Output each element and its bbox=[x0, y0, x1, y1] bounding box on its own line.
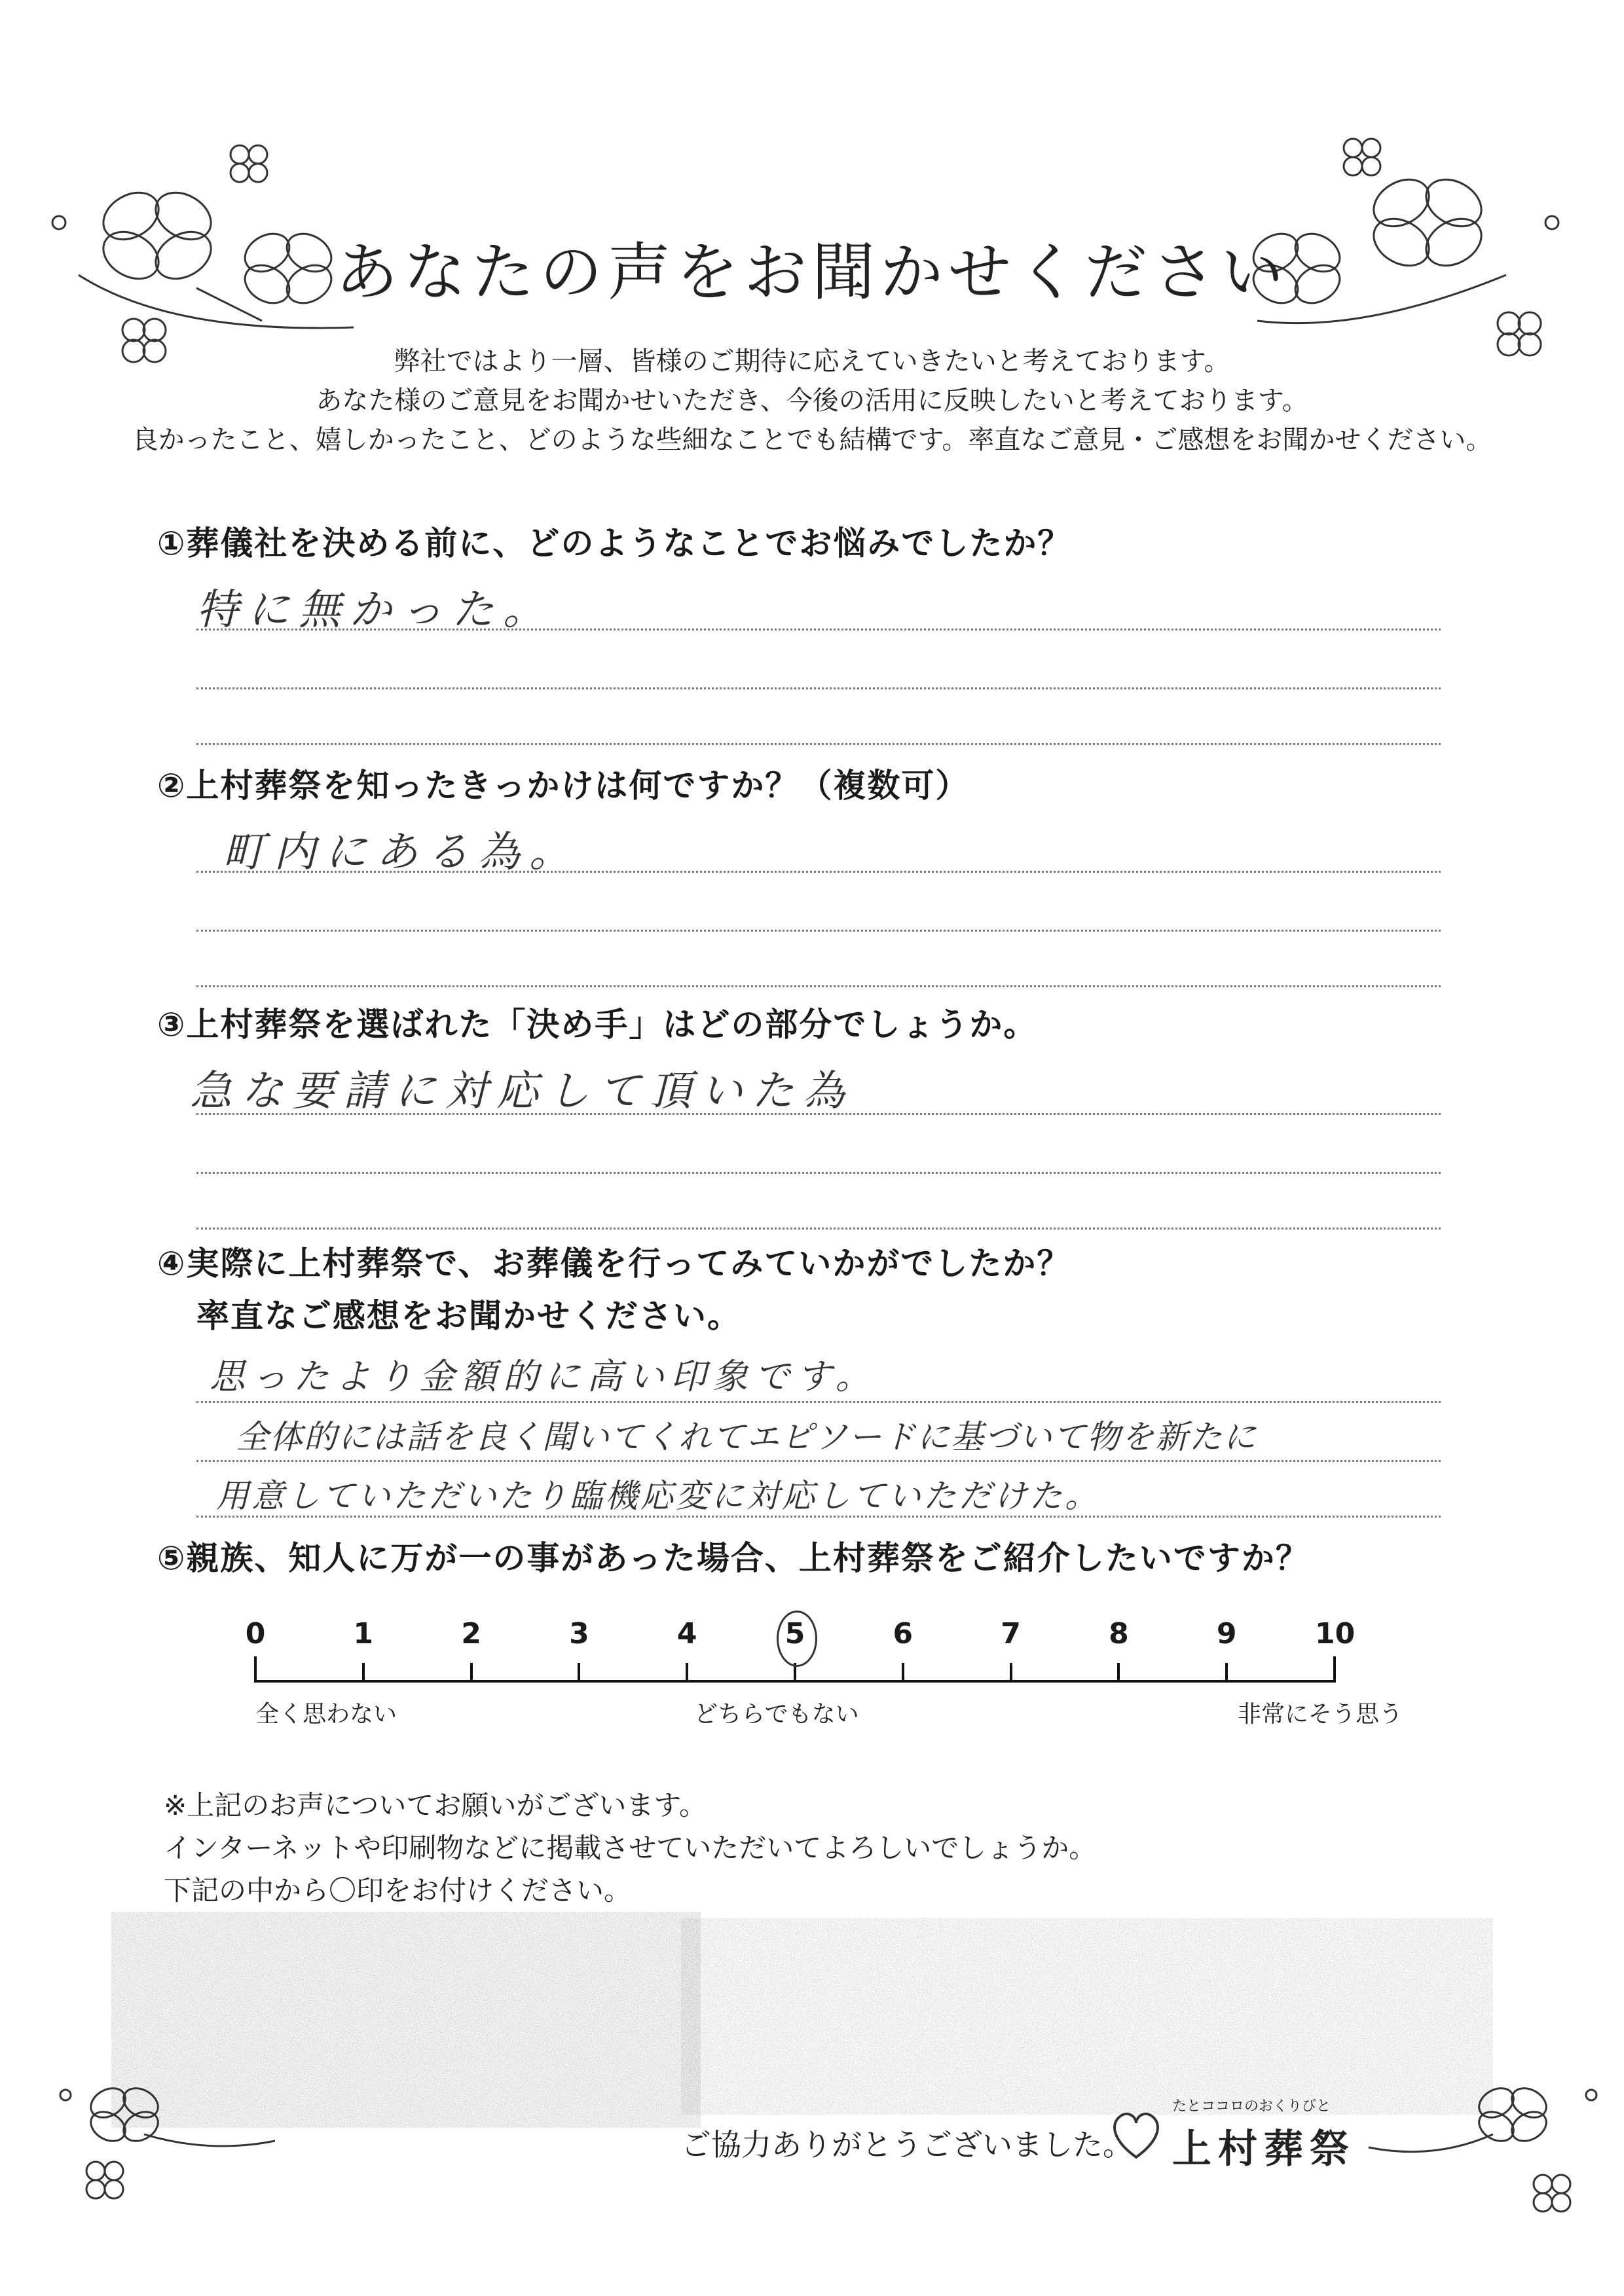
answer-line bbox=[196, 1516, 1441, 1518]
answer-line bbox=[196, 743, 1441, 745]
scale-end-cap bbox=[1333, 1656, 1336, 1683]
answer-4-line-1: 思ったより金額的に高い印象です。 bbox=[210, 1356, 877, 1397]
scale-number-10: 10 bbox=[1315, 1617, 1356, 1650]
question-4: ④実際に上村葬祭で、お葬儀を行ってみていかがでしたか？ bbox=[157, 1245, 1071, 1283]
scale-label-right: 非常にそう思う bbox=[1238, 1701, 1403, 1728]
scale-number-7: 7 bbox=[1001, 1617, 1021, 1650]
scale-number-9: 9 bbox=[1216, 1617, 1237, 1650]
scale-tick bbox=[578, 1663, 580, 1681]
scale-number-8: 8 bbox=[1109, 1617, 1129, 1650]
answer-line bbox=[196, 687, 1441, 689]
scale-tick bbox=[1010, 1663, 1012, 1681]
answer-line bbox=[196, 871, 1441, 873]
answer-line bbox=[196, 1228, 1441, 1230]
scale-tick bbox=[470, 1663, 473, 1681]
answer-4-line-2: 全体的には話を良く聞いてくれてエピソードに基づいて物を新たに bbox=[236, 1418, 1257, 1456]
answer-4-line-3: 用意していただいたり臨機応変に対応していただけた。 bbox=[216, 1477, 1100, 1515]
answer-line bbox=[196, 629, 1441, 630]
answer-3: 急な要請に対応して頂いた為 bbox=[190, 1067, 854, 1116]
note-line-2: インターネットや印刷物などに掲載させていただいてよろしいでしょうか。 bbox=[164, 1832, 1097, 1864]
question-3: ③上村葬祭を選ばれた「決め手」はどの部分でしょうか。 bbox=[157, 1006, 1038, 1044]
scale-tick bbox=[1225, 1663, 1228, 1681]
answer-line bbox=[196, 1113, 1441, 1115]
scale-number-3: 3 bbox=[569, 1617, 589, 1650]
answer-1: 特に無かった。 bbox=[196, 586, 554, 634]
scale-number-6: 6 bbox=[893, 1617, 913, 1650]
scale-label-middle: どちらでもない bbox=[694, 1701, 859, 1728]
note-line-1: ※上記のお声についてお願いがございます。 bbox=[164, 1789, 707, 1821]
scale-number-2: 2 bbox=[461, 1617, 481, 1650]
answer-line bbox=[196, 1460, 1441, 1462]
scale-number-1: 1 bbox=[353, 1617, 374, 1650]
scale-number-5: 5 bbox=[784, 1617, 805, 1650]
company-tagline: たとココロのおくりびと bbox=[1172, 2098, 1331, 2115]
scale-tick bbox=[686, 1663, 688, 1681]
question-1: ①葬儀社を決める前に、どのようなことでお悩みでしたか？ bbox=[157, 524, 1072, 562]
scale-tick bbox=[902, 1663, 904, 1681]
selected-rating-circle bbox=[777, 1611, 817, 1667]
intro-line-1: 弊社ではより一層、皆様のご期待に応えていきたいと考えております。 bbox=[394, 346, 1230, 376]
scale-number-0: 0 bbox=[245, 1617, 266, 1650]
scale-tick bbox=[362, 1663, 365, 1681]
answer-line bbox=[196, 1401, 1441, 1403]
scale-label-left: 全く思わない bbox=[255, 1701, 397, 1728]
company-name: 上村葬祭 bbox=[1172, 2126, 1356, 2172]
scale-number-4: 4 bbox=[676, 1617, 697, 1650]
heart-logo-icon bbox=[1107, 2105, 1166, 2164]
question-5: ⑤親族、知人に万が一の事があった場合、上村葬祭をご紹介したいですか？ bbox=[157, 1539, 1310, 1577]
answer-line bbox=[196, 930, 1441, 932]
note-line-3: 下記の中から〇印をお付けください。 bbox=[164, 1874, 632, 1906]
answer-line bbox=[196, 985, 1441, 987]
question-4-sub: 率直なご感想をお聞かせください。 bbox=[196, 1297, 741, 1335]
intro-line-2: あなた様のご意見をお聞かせいただき、今後の活用に反映したいと考えております。 bbox=[316, 386, 1308, 416]
answer-2: 町内にある為。 bbox=[223, 828, 580, 877]
scale-start-cap bbox=[254, 1656, 257, 1683]
page-title: あなたの声をお聞かせください bbox=[335, 236, 1289, 309]
thanks-message: ご協力ありがとうございました。 bbox=[681, 2127, 1133, 2162]
clover-decoration-bottom-right bbox=[1356, 2062, 1604, 2232]
intro-line-3: 良かったこと、嬉しかったこと、どのような些細なことでも結構です。率直なご意見・ご感想をお聞かせください。 bbox=[132, 425, 1492, 455]
answer-line bbox=[196, 1172, 1441, 1174]
clover-decoration-bottom-left bbox=[52, 2075, 301, 2219]
scale-tick bbox=[1117, 1663, 1120, 1681]
question-2: ②上村葬祭を知ったきっかけは何ですか？（複数可） bbox=[157, 767, 970, 805]
